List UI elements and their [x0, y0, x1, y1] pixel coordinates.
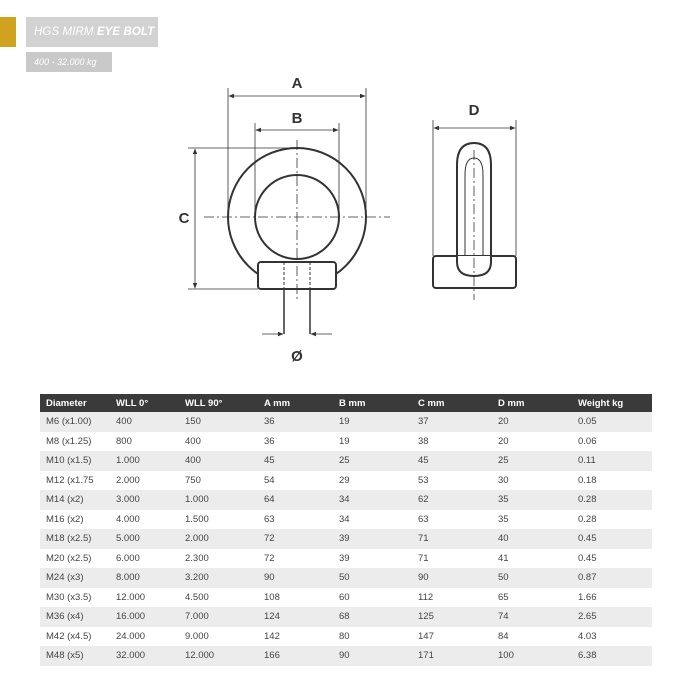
label-d: D [468, 102, 480, 119]
table-cell: 45 [412, 451, 492, 471]
table-cell: 40 [492, 529, 572, 549]
label-a: A [291, 75, 303, 92]
table-cell: 63 [258, 510, 333, 530]
table-cell: 1.000 [110, 451, 179, 471]
table-row [40, 510, 652, 530]
table-cell: 63 [412, 510, 492, 530]
table-cell: 35 [492, 490, 572, 510]
table-cell: 80 [333, 627, 412, 647]
table-cell: 54 [258, 471, 333, 491]
table-cell: 65 [492, 588, 572, 608]
table-cell: 20 [492, 412, 572, 432]
table-cell: 0.18 [572, 471, 652, 491]
column-header: B mm [333, 394, 412, 412]
table-cell: 166 [258, 646, 333, 666]
table-cell: 2.000 [179, 529, 258, 549]
label-c: C [178, 210, 190, 227]
table-row [40, 412, 652, 432]
table-row [40, 646, 652, 666]
table-cell: 124 [258, 607, 333, 627]
table-cell: 19 [333, 412, 412, 432]
table-cell: M16 (x2) [40, 510, 110, 530]
table-cell: 19 [333, 432, 412, 452]
table-cell: 5.000 [110, 529, 179, 549]
table-cell: 36 [258, 432, 333, 452]
table-row [40, 471, 652, 491]
table-cell: 750 [179, 471, 258, 491]
table-cell: 29 [333, 471, 412, 491]
table-cell: 2.65 [572, 607, 652, 627]
table-cell: M18 (x2.5) [40, 529, 110, 549]
column-header: WLL 90° [179, 394, 258, 412]
column-header: Diameter [40, 394, 110, 412]
table-cell: 1.000 [179, 490, 258, 510]
table-cell: 72 [258, 529, 333, 549]
table-cell: 108 [258, 588, 333, 608]
table-cell: 34 [333, 510, 412, 530]
table-cell: 0.11 [572, 451, 652, 471]
table-cell: M20 (x2.5) [40, 549, 110, 569]
table-row [40, 588, 652, 608]
table-cell: 4.000 [110, 510, 179, 530]
table-cell: 25 [492, 451, 572, 471]
table-row [40, 451, 652, 471]
table-cell: 84 [492, 627, 572, 647]
table-cell: 32.000 [110, 646, 179, 666]
table-row [40, 607, 652, 627]
table-cell: 68 [333, 607, 412, 627]
table-cell: 2.300 [179, 549, 258, 569]
table-cell: 74 [492, 607, 572, 627]
table-cell: 400 [179, 432, 258, 452]
table-cell: M24 (x3) [40, 568, 110, 588]
table-cell: 1.500 [179, 510, 258, 530]
table-cell: 35 [492, 510, 572, 530]
table-cell: 150 [179, 412, 258, 432]
table-cell: 7.000 [179, 607, 258, 627]
table-cell: 39 [333, 549, 412, 569]
table-cell: 100 [492, 646, 572, 666]
label-b: B [291, 110, 303, 127]
table-row [40, 549, 652, 569]
title-prefix: HGS MIRM [34, 26, 97, 38]
table-cell: 12.000 [179, 646, 258, 666]
table-cell: 8.000 [110, 568, 179, 588]
table-cell: 50 [492, 568, 572, 588]
table-cell: M10 (x1.5) [40, 451, 110, 471]
table-cell: 125 [412, 607, 492, 627]
table-cell: 3.200 [179, 568, 258, 588]
table-cell: 25 [333, 451, 412, 471]
table-cell: 0.87 [572, 568, 652, 588]
table-cell: 6.38 [572, 646, 652, 666]
table-cell: 90 [258, 568, 333, 588]
table-row [40, 490, 652, 510]
table-cell: 171 [412, 646, 492, 666]
column-header: C mm [412, 394, 492, 412]
table-cell: 53 [412, 471, 492, 491]
table-row [40, 432, 652, 452]
table-cell: 62 [412, 490, 492, 510]
table-cell: 142 [258, 627, 333, 647]
table-cell: 147 [412, 627, 492, 647]
table-cell: 0.05 [572, 412, 652, 432]
table-cell: 71 [412, 529, 492, 549]
table-row [40, 529, 652, 549]
table-cell: 12.000 [110, 588, 179, 608]
table-cell: 4.03 [572, 627, 652, 647]
table-cell: 0.28 [572, 490, 652, 510]
table-cell: 20 [492, 432, 572, 452]
table-cell: 112 [412, 588, 492, 608]
table-cell: 37 [412, 412, 492, 432]
table-cell: 90 [333, 646, 412, 666]
table-cell: 36 [258, 412, 333, 432]
table-cell: 400 [179, 451, 258, 471]
table-cell: M48 (x5) [40, 646, 110, 666]
table-header-row [40, 394, 652, 412]
table-cell: 3.000 [110, 490, 179, 510]
table-cell: M36 (x4) [40, 607, 110, 627]
table-cell: 50 [333, 568, 412, 588]
table-cell: 9.000 [179, 627, 258, 647]
column-header: D mm [492, 394, 572, 412]
column-header: A mm [258, 394, 333, 412]
table-cell: M12 (x1.75 [40, 471, 110, 491]
table-cell: 38 [412, 432, 492, 452]
table-cell: 0.45 [572, 529, 652, 549]
table-cell: 6.000 [110, 549, 179, 569]
table-cell: 72 [258, 549, 333, 569]
side-view [433, 143, 516, 300]
table-cell: 24.000 [110, 627, 179, 647]
table-cell: 4.500 [179, 588, 258, 608]
capacity-subtitle: 400 - 32.000 kg [26, 52, 112, 72]
column-header: Weight kg [572, 394, 652, 412]
table-cell: M42 (x4.5) [40, 627, 110, 647]
table-cell: 64 [258, 490, 333, 510]
table-cell: 60 [333, 588, 412, 608]
table-cell: 800 [110, 432, 179, 452]
table-cell: 90 [412, 568, 492, 588]
table-row [40, 627, 652, 647]
title-emphasis: EYE BOLT [96, 26, 155, 38]
table-cell: 2.000 [110, 471, 179, 491]
table-cell: M8 (x1.25) [40, 432, 110, 452]
table-cell: M6 (x1.00) [40, 412, 110, 432]
table-cell: 1.66 [572, 588, 652, 608]
specs-table [40, 394, 652, 666]
front-view [204, 140, 390, 334]
table-cell: M30 (x3.5) [40, 588, 110, 608]
table-cell: 39 [333, 529, 412, 549]
table-cell: 45 [258, 451, 333, 471]
column-header: WLL 0° [110, 394, 179, 412]
table-cell: 0.06 [572, 432, 652, 452]
table-cell: 16.000 [110, 607, 179, 627]
table-cell: 30 [492, 471, 572, 491]
table-cell: 34 [333, 490, 412, 510]
table-cell: 0.45 [572, 549, 652, 569]
label-diameter: Ø [291, 348, 303, 365]
table-row [40, 568, 652, 588]
table-cell: 71 [412, 549, 492, 569]
table-cell: M14 (x2) [40, 490, 110, 510]
table-cell: 0.28 [572, 510, 652, 530]
table-cell: 41 [492, 549, 572, 569]
table-cell: 400 [110, 412, 179, 432]
